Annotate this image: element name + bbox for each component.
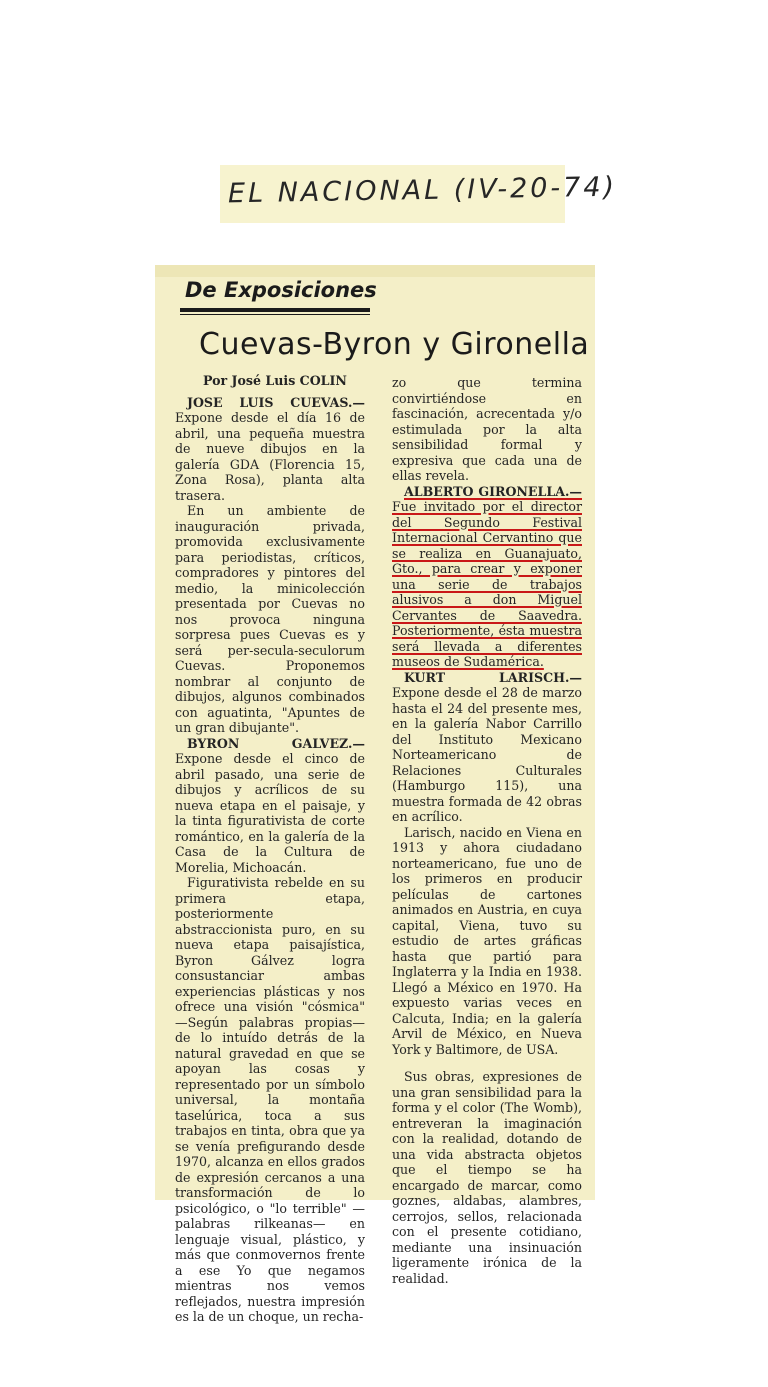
- paragraph-larisch-3: [392, 1069, 582, 1286]
- handwritten-note-text: EL NACIONAL (IV-20-74): [227, 171, 618, 210]
- paragraph-text: zo que termina convirtiéndose en fascinación, acrecentada y/o estimulada por la alta sensibilidad formal y expresiva que cada una de ellas revela.: [392, 375, 582, 483]
- paragraph-text: Figurativista rebelde en su primera etapa, posteriormente abstraccionista puro, en su nueva etapa paisajística, Byron Gálvez logra consustanciar ambas experiencias plásticas y nos ofrece una visión "cósmica" —Según palabras propias— de lo intuído detrás de la natural gravedad en que se apoyan las cosas y representado por un símbolo universal, la montaña taselúrica, toca a sus trabajos en tinta, obra que ya se venía prefigurando desde 1970, alcanza en ellos grados de expresión cercanos a una transformación de lo psicológico, o "lo terrible" —palabras rilkeanas— en lenguaje visual, plástico, y más que conmovernos frente a ese Yo que negamos mientras nos vemos reflejados, nuestra impresión es la de un choque, un recha-: [175, 875, 365, 1324]
- column-left: [175, 373, 365, 1325]
- paragraph-text: Expone desde el 28 de marzo hasta el 24 del presente mes, en la galería Nabor Carrillo del Instituto Mexicano Norteamericano de Relaciones Culturales (Hamburgo 115), una muestra formada de 42 obras en acrílico.: [392, 685, 582, 824]
- paragraph-lead: ALBERTO GIRONELLA.—: [404, 483, 582, 499]
- title-rule: [180, 308, 370, 312]
- paragraph-cuevas: [175, 395, 365, 504]
- paragraph-lead: KURT LARISCH.—: [404, 669, 582, 685]
- paragraph-byron-2: [175, 875, 365, 1325]
- paragraph-cuevas-2: [175, 503, 365, 736]
- paragraph-gironella: [392, 484, 582, 670]
- clipping-edge: [155, 265, 595, 277]
- newspaper-clipping: [155, 265, 595, 1324]
- column-right: [392, 375, 582, 1286]
- paragraph-text-underlined: Fue invitado por el director del Segundo Festival Internacional Cervantino que se realiza en Guanajuato, Gto., para crear y exponer una serie de trabajos alusivos a don Miguel Cervantes de Saavedra. Posteriormente, ésta muestra será llevada a diferentes museos de Sudamérica.: [392, 499, 582, 669]
- paragraph-continuation: [392, 375, 582, 484]
- paragraph-text: Sus obras, expresiones de una gran sensibilidad para la forma y el color (The Womb), entreveran la imaginación con la realidad, dotando de una vida abstracta objetos que el tiempo se ha encargado de marcar, como goznes, aldabas, alambres, cerrojos, sellos, relacionada con el presente cotidiano, mediante una insinuación ligeramente irónica de la realidad.: [392, 1069, 582, 1286]
- paragraph-text: Expone desde el día 16 de abril, una pequeña muestra de nueve dibujos en la galería GDA (Florencia 15, Zona Rosa), planta alta trasera.: [175, 410, 365, 503]
- paragraph-byron: [175, 736, 365, 876]
- paragraph-lead: BYRON GALVEZ.—: [187, 735, 365, 751]
- headline: Cuevas-Byron y Gironella: [199, 327, 590, 362]
- paragraph-text: En un ambiente de inauguración privada, promovida exclusivamente para periodistas, críticos, compradores y pintores del medio, la minicolección presentada por Cuevas no nos provoca ninguna sorpresa pues Cuevas es y será per-secula-seculorum Cuevas. Proponemos nombrar al conjunto de dibujos, algunos combinados con aguatinta, "Apuntes de un gran dibujante".: [175, 503, 365, 735]
- paragraph-text: Larisch, nacido en Viena en 1913 y ahora ciudadano norteamericano, fue uno de los primeros en producir películas de cartones animados en Austria, en cuya capital, Viena, tuvo su estudio de artes gráficas hasta que partió para Inglaterra y la India en 1938. Llegó a México en 1970. Ha expuesto varias veces en Calcuta, India; en la galería Arvil de México, en Nueva York y Baltimore, de USA.: [392, 824, 582, 1057]
- title-rule-thin: [180, 314, 370, 315]
- paragraph-text: Expone desde el cinco de abril pasado, una serie de dibujos y acrílicos de su nueva etapa en el paisaje, y la tinta figurativista de corte romántico, en la galería de la Casa de la Cultura de Morelia, Michoacán.: [175, 751, 365, 875]
- section-title: De Exposiciones: [185, 278, 377, 302]
- handwritten-date-note: [220, 165, 618, 223]
- paragraph-larisch-2: [392, 825, 582, 1058]
- paragraph-lead: JOSE LUIS CUEVAS.—: [187, 394, 365, 410]
- paragraph-larisch: [392, 670, 582, 825]
- byline: Por José Luis COLIN: [203, 373, 347, 388]
